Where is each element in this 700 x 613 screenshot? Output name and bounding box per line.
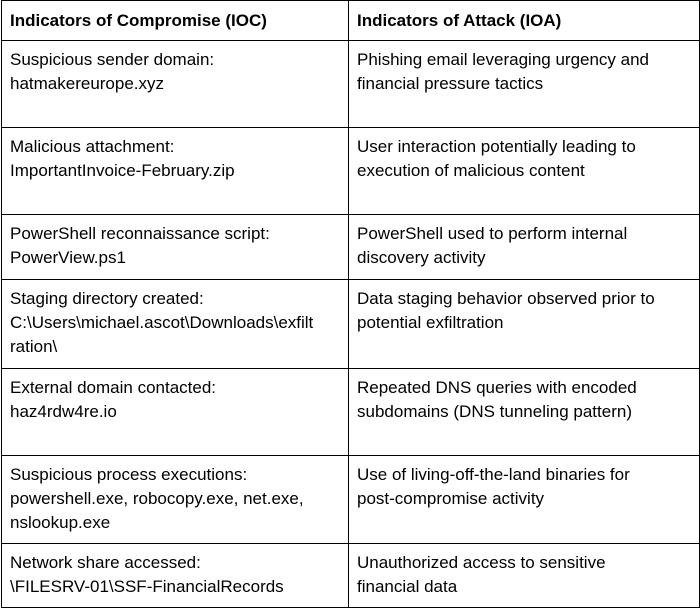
ioc-cell	[2, 41, 349, 128]
cell-line: subdomains (DNS tunneling pattern)	[357, 402, 632, 421]
ioc-cell	[2, 369, 349, 456]
cell-line: financial pressure tactics	[357, 74, 544, 93]
cell-line: PowerView.ps1	[10, 248, 126, 267]
cell-line: Suspicious process executions:	[10, 465, 248, 484]
cell-line: Unauthorized access to sensitive	[357, 553, 606, 572]
table-row	[2, 280, 700, 369]
ioa-cell	[349, 544, 700, 608]
ioa-cell	[349, 128, 700, 215]
cell-line: hatmakereurope.xyz	[10, 74, 165, 93]
cell-line: PowerShell reconnaissance script:	[10, 224, 270, 243]
cell-line: User interaction potentially leading to	[357, 137, 636, 156]
ioa-cell	[349, 41, 700, 128]
cell-line: financial data	[357, 577, 458, 596]
cell-line: Data staging behavior observed prior to	[357, 289, 655, 308]
cell-line: Malicious attachment:	[10, 137, 175, 156]
table-row	[2, 215, 700, 280]
ioc-cell	[2, 280, 349, 369]
ioc-cell	[2, 215, 349, 280]
cell-line: ration\	[10, 337, 58, 356]
table-row	[2, 128, 700, 215]
cell-line: execution of malicious content	[357, 161, 585, 180]
cell-line: Staging directory created:	[10, 289, 204, 308]
header-ioa: Indicators of Attack (IOA)	[349, 1, 700, 41]
table-row	[2, 456, 700, 544]
cell-line: potential exfiltration	[357, 313, 504, 332]
table-row	[2, 369, 700, 456]
cell-line: post-compromise activity	[357, 489, 545, 508]
table-row	[2, 544, 700, 608]
ioa-cell	[349, 215, 700, 280]
cell-line: Suspicious sender domain:	[10, 50, 215, 69]
ioa-cell	[349, 456, 700, 544]
ioa-cell	[349, 369, 700, 456]
cell-line: \FILESRV-01\SSF-FinancialRecords	[10, 577, 284, 596]
header-ioc: Indicators of Compromise (IOC)	[2, 1, 349, 41]
cell-line: PowerShell used to perform internal	[357, 224, 628, 243]
cell-line: C:\Users\michael.ascot\Downloads\exfilt	[10, 313, 314, 332]
ioc-cell	[2, 456, 349, 544]
cell-line: Repeated DNS queries with encoded	[357, 378, 637, 397]
ioc-ioa-table	[1, 0, 700, 608]
cell-line: powershell.exe, robocopy.exe, net.exe,	[10, 489, 304, 508]
table-header-row	[2, 1, 700, 41]
cell-line: discovery activity	[357, 248, 486, 267]
cell-line: haz4rdw4re.io	[10, 402, 117, 421]
ioa-cell	[349, 280, 700, 369]
ioc-cell	[2, 544, 349, 608]
cell-line: External domain contacted:	[10, 378, 217, 397]
cell-line: ImportantInvoice-February.zip	[10, 161, 235, 180]
table-row	[2, 41, 700, 128]
cell-line: Network share accessed:	[10, 553, 201, 572]
cell-line: Use of living-off-the-land binaries for	[357, 465, 630, 484]
cell-line: Phishing email leveraging urgency and	[357, 50, 650, 69]
cell-line: nslookup.exe	[10, 513, 111, 532]
ioc-cell	[2, 128, 349, 215]
